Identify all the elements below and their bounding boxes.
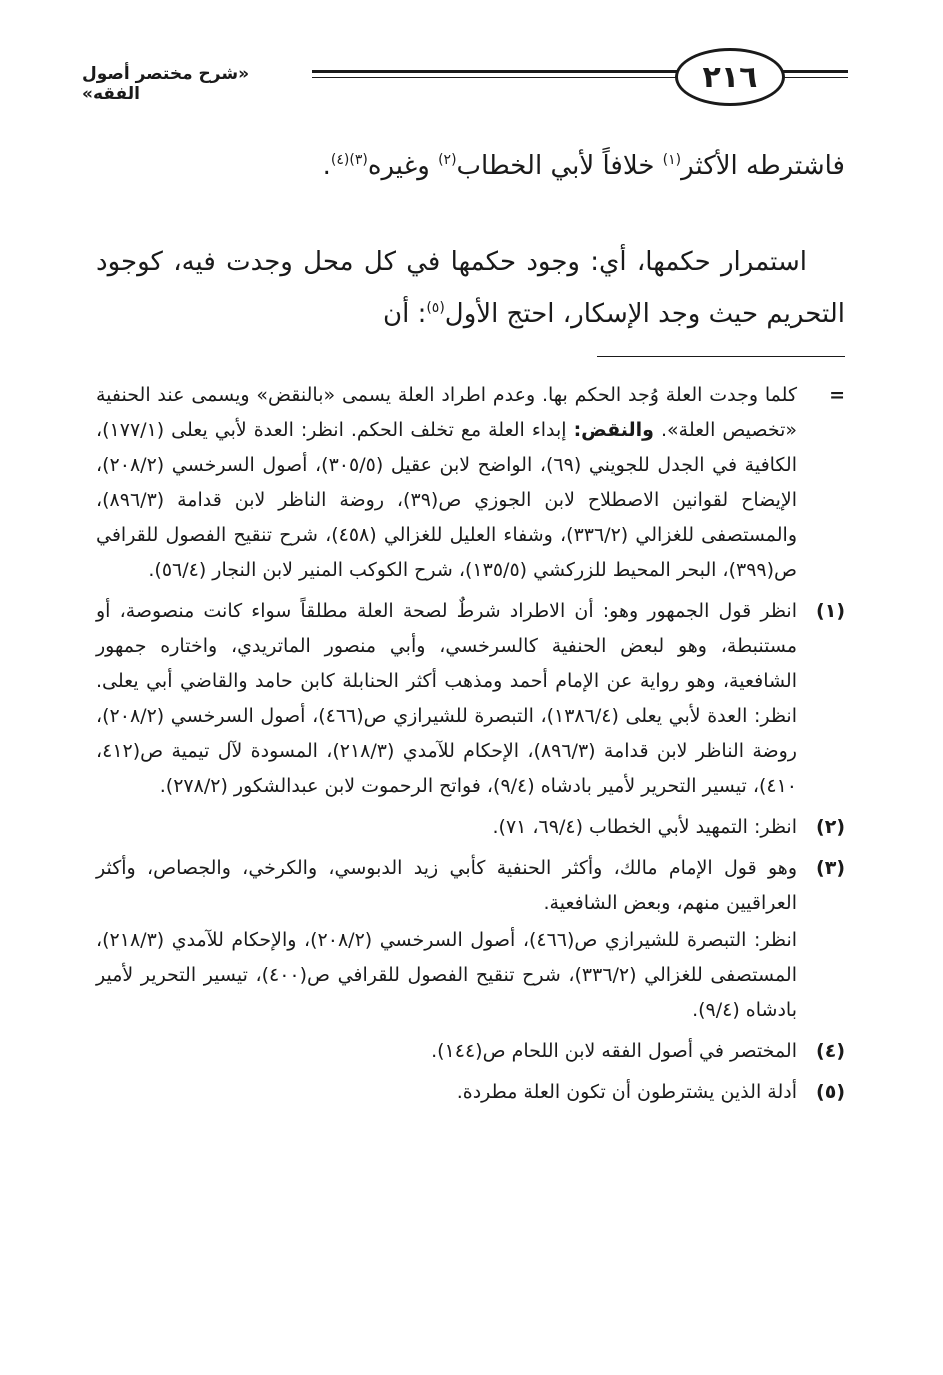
footnote-separator (597, 356, 845, 357)
footnote-marker: (٤) (816, 1040, 845, 1062)
page-header (78, 44, 848, 110)
footnotes (96, 378, 845, 1116)
footnote-ref-3-4: (٣)(٤) (330, 152, 368, 168)
footnote-ref-2: (٢) (438, 152, 457, 168)
footnote-text-segment: كلما وجدت العلة وُجد الحكم بها. وعدم اطراد العلة يسمى «بالنقض» ويسمى عند الحنفية «تخصيص العلة». (96, 384, 797, 441)
footnote-text-segment: إبداء العلة مع تخلف الحكم. انظر: العدة لأبي يعلى (١٧٧/١)، الكافية في الجدل للجويني (٦٩)، الواضح لابن عقيل (٣٠٥/٥)، أصول السرخسي (٢٠٨/٢)، الإيضاح لقوانين الاصطلاح لابن الجوزي ص(٣٩)، روضة الناظر لابن قدامة (٨٩٦/٣)، والمستصفى للغزالي (٣٣٦/٢)، وشفاء العليل للغزالي (٤٥٨)، شرح تنقيح الفصول للقرافي ص(٣٩٩)، البحر المحيط للزركشي (١٣٥/٥)، شرح الكوكب المنير لابن النجار (٥٦/٤). (96, 419, 798, 581)
footnote-5 (96, 1075, 845, 1110)
running-title: «شرح مختصر أصول الفقه» (78, 64, 312, 104)
main-text-segment: وغيره (367, 151, 439, 181)
footnote-marker: (٥) (816, 1081, 845, 1103)
main-text-segment: فاشترطه الأكثر (681, 151, 845, 181)
footnote-marker: (٣) (816, 857, 845, 879)
footnote-text: وهو قول الإمام مالك، وأكثر الحنفية كأبي زيد الدبوسي، والكرخي، والجصاص، وأكثر العراقيين منهم، وبعض الشافعية. (96, 857, 797, 914)
footnote-text: المختصر في أصول الفقه لابن اللحام ص(١٤٤). (431, 1040, 797, 1062)
footnote-marker: = (829, 384, 845, 406)
footnote-continued (96, 378, 845, 588)
page-number-badge (675, 48, 785, 106)
main-text-paragraph (96, 236, 845, 340)
footnote-4 (96, 1034, 845, 1069)
footnote-ref-5: (٥) (426, 300, 445, 316)
footnote-text: أدلة الذين يشترطون أن تكون العلة مطردة. (456, 1081, 797, 1103)
main-text-line (96, 140, 845, 192)
footnote-text: انظر: التمهيد لأبي الخطاب (٦٩/٤، ٧١). (492, 816, 797, 838)
main-text-segment: استمرار حكمها، أي: وجود حكمها في كل محل وجدت فيه، كوجود التحريم حيث وجد الإسكار، احتج الأول (96, 247, 845, 329)
footnote-1 (96, 594, 845, 804)
main-text-segment: خلافاً لأبي الخطاب (456, 151, 663, 181)
main-text-segment: : أن (382, 299, 427, 329)
footnote-2 (96, 810, 845, 845)
footnote-marker: (١) (816, 600, 845, 622)
footnote-3 (96, 851, 845, 1028)
page-number: ٢١٦ (702, 59, 758, 95)
footnote-text: انظر قول الجمهور وهو: أن الاطراد شرطٌ لصحة العلة مطلقاً سواء كانت منصوصة، أو مستنبطة، وهو لبعض الحنفية كالسرخسي، وأبي منصور الماتريدي، واختاره جمهور الشافعية، وهو رواية عن الإمام أحمد ومذهب أكثر الحنابلة كابن حامد والقاضي أبي يعلى. انظر: العدة لأبي يعلى (١٣٨٦/٤)، التبصرة للشيرازي ص(٤٦٦)، أصول السرخسي (٢٠٨/٢)، روضة الناظر لابن قدامة (٨٩٦/٣)، الإحكام للآمدي (٢١٨/٣)، المسودة لآل تيمية ص(٤١٢، ٤١٠)، تيسير التحرير لأمير بادشاه (٩/٤)، فواتح الرحموت لابن عبدالشكور (٢٧٨/٢). (96, 600, 797, 797)
main-text-segment: . (322, 151, 331, 181)
footnote-subtext: انظر: التبصرة للشيرازي ص(٤٦٦)، أصول السرخسي (٢٠٨/٢)، والإحكام للآمدي (٢١٨/٣)، المستصفى للغزالي (٣٣٦/٢)، شرح تنقيح الفصول للقرافي ص(٤٠٠)، تيسير التحرير لأمير بادشاه (٩/٤). (96, 929, 798, 1021)
footnote-marker: (٢) (816, 816, 845, 838)
footnote-bold-term: والنقض: (573, 419, 654, 441)
footnote-text (96, 378, 797, 588)
footnote-ref-1: (١) (662, 152, 682, 168)
